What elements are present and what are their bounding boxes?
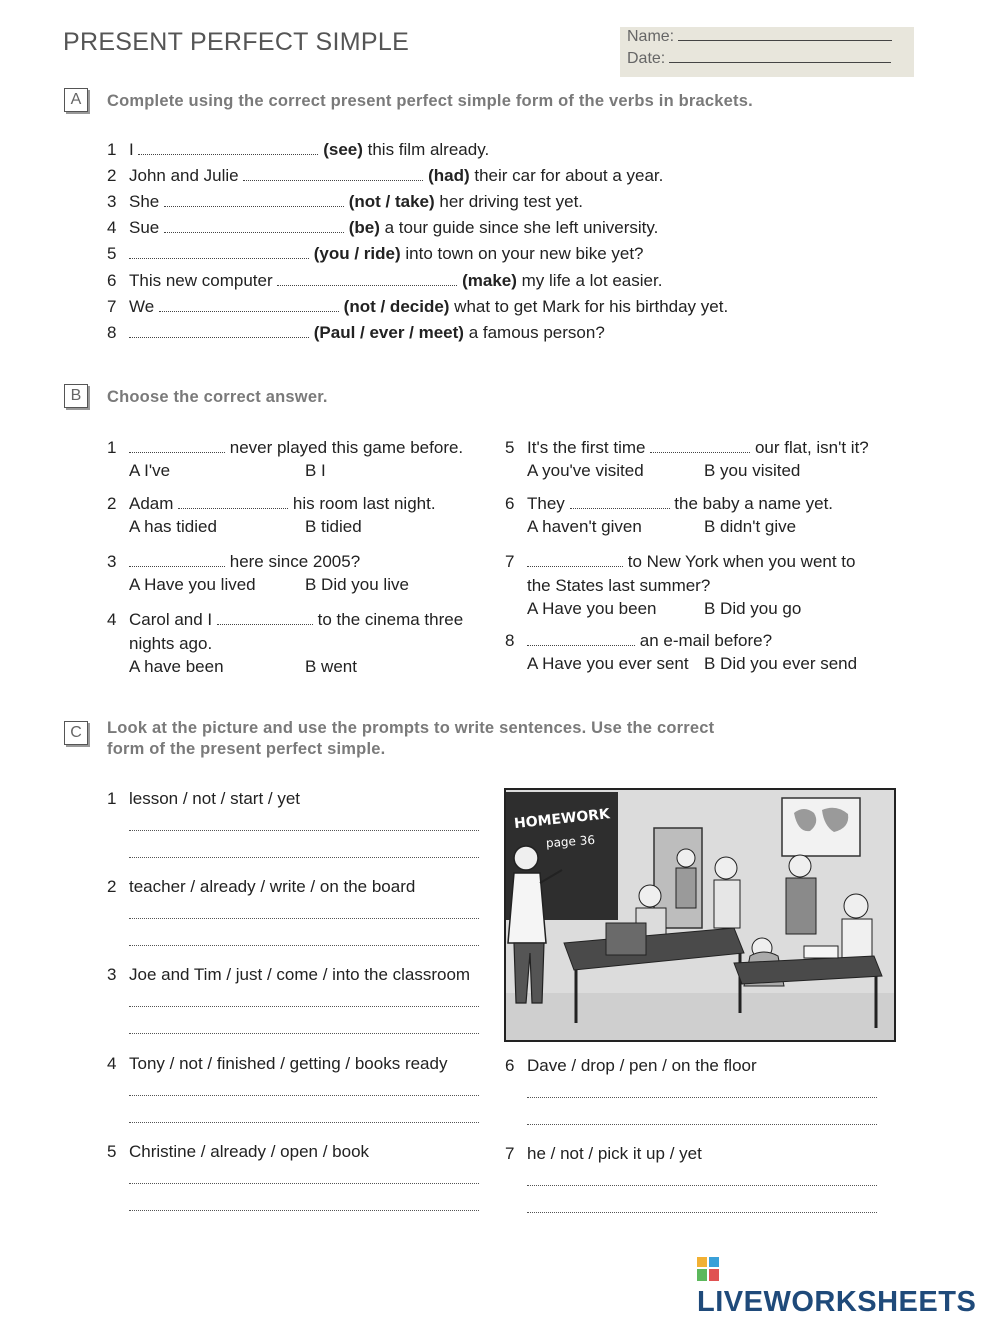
b-item-8: 8 an e-mail before? A Have you ever sent B Did you ever send — [505, 631, 858, 673]
board-text-2: page 36 — [545, 832, 596, 851]
classroom-illustration — [504, 788, 896, 1042]
c-prompt-6: 6 Dave / drop / pen / on the floor — [505, 1054, 877, 1125]
name-label: Name: — [627, 28, 675, 45]
option-a[interactable]: A Have you lived — [129, 575, 256, 594]
a-item-7: 7 We (not / decide) what to get Mark for his birthday yet. — [107, 297, 729, 316]
answer-line[interactable] — [527, 1123, 877, 1125]
world-map — [782, 798, 860, 856]
section-a-instruction: Complete using the correct present perfect simple form of the verbs in brackets. — [107, 92, 753, 110]
answer-blank[interactable] — [159, 297, 339, 312]
answer-blank[interactable] — [138, 140, 318, 155]
c-prompt-1: 1 lesson / not / start / yet — [107, 787, 479, 858]
board-text-1: HOMEWORK — [513, 806, 611, 833]
c-prompt-7: 7 he / not / pick it up / yet — [505, 1142, 877, 1213]
option-a[interactable]: A I've — [129, 461, 171, 480]
answer-blank[interactable] — [570, 494, 670, 509]
answer-line[interactable] — [129, 1005, 479, 1007]
answer-blank[interactable] — [243, 166, 423, 181]
option-a[interactable]: A Have you been — [527, 599, 657, 618]
date-label: Date: — [627, 50, 666, 67]
section-b-letter: B — [64, 384, 88, 408]
answer-blank[interactable] — [178, 494, 288, 509]
answer-blank[interactable] — [527, 631, 635, 646]
a-item-6: 6 This new computer (make) my life a lot easier. — [107, 271, 663, 290]
option-b[interactable]: B tidied — [305, 517, 362, 536]
c-prompt-5: 5 Christine / already / open / book — [107, 1140, 479, 1211]
a-item-5: 5 (you / ride) into town on your new bike yet? — [107, 244, 644, 263]
page-title: PRESENT PERFECT SIMPLE — [63, 28, 410, 56]
b-item-5: 5 It's the first time our flat, isn't it? A you've visited B you visited — [505, 438, 869, 480]
b-item-1: 1 never played this game before. A I've B I — [107, 438, 464, 480]
answer-line[interactable] — [129, 1182, 479, 1184]
option-a[interactable]: A have been — [129, 657, 224, 676]
b-item-2: 2 Adam his room last night. A has tidied B tidied — [107, 494, 436, 536]
b-item-6: 6 They the baby a name yet. A haven't given B didn't give — [505, 494, 834, 536]
answer-blank[interactable] — [527, 552, 623, 567]
answer-line[interactable] — [129, 1032, 479, 1034]
answer-blank[interactable] — [129, 438, 225, 453]
b-item-7: 7 to New York when you went to the States last summer? A Have you been B Did you go — [505, 552, 856, 618]
option-b[interactable]: B Did you live — [305, 575, 409, 594]
a-item-8: 8 (Paul / ever / meet) a famous person? — [107, 323, 605, 342]
answer-line[interactable] — [129, 1121, 479, 1123]
option-b[interactable]: B I — [305, 461, 326, 480]
section-c-letter: C — [64, 721, 88, 745]
answer-blank[interactable] — [129, 552, 225, 567]
option-b[interactable]: B didn't give — [704, 517, 797, 536]
option-a[interactable]: A haven't given — [527, 517, 642, 536]
name-field[interactable] — [627, 28, 892, 46]
answer-line[interactable] — [527, 1096, 877, 1098]
b-item-3: 3 here since 2005? A Have you lived B Did you live — [107, 552, 409, 594]
answer-blank[interactable] — [129, 323, 309, 338]
option-b[interactable]: B Did you ever send — [704, 654, 858, 673]
c-prompt-2: 2 teacher / already / write / on the board — [107, 875, 479, 946]
section-a-letter: A — [64, 88, 88, 112]
a-item-4: 4 Sue (be) a tour guide since she left university. — [107, 218, 659, 237]
logo-mark-icon — [697, 1257, 719, 1281]
section-b-instruction: Choose the correct answer. — [107, 388, 328, 406]
answer-blank[interactable] — [650, 438, 750, 453]
answer-blank[interactable] — [164, 192, 344, 207]
answer-blank[interactable] — [164, 218, 344, 233]
option-b[interactable]: B you visited — [704, 461, 801, 480]
option-a[interactable]: A you've visited — [527, 461, 644, 480]
answer-blank[interactable] — [129, 244, 309, 259]
answer-line[interactable] — [129, 1209, 479, 1211]
a-item-3: 3 She (not / take) her driving test yet. — [107, 192, 584, 211]
option-a[interactable]: A Have you ever sent — [527, 654, 689, 673]
a-item-2: 2 John and Julie (had) their car for about a year. — [107, 166, 664, 185]
option-b[interactable]: B Did you go — [704, 599, 802, 618]
date-field[interactable] — [627, 50, 891, 68]
section-c-instruction: Look at the picture and use the prompts to write sentences. Use the correct form of the present perfect simple. — [107, 719, 715, 758]
a-item-1: 1 I (see) this film already. — [107, 140, 490, 159]
answer-line[interactable] — [129, 1094, 479, 1096]
c-prompt-3: 3 Joe and Tim / just / come / into the classroom — [107, 963, 479, 1034]
answer-blank[interactable] — [277, 271, 457, 286]
answer-line[interactable] — [527, 1184, 877, 1186]
b-item-4: 4 Carol and I to the cinema three nights ago. A have been B went — [107, 610, 464, 676]
c-prompt-4: 4 Tony / not / finished / getting / books ready — [107, 1052, 479, 1123]
answer-line[interactable] — [129, 856, 479, 858]
option-a[interactable]: A has tidied — [129, 517, 217, 536]
option-b[interactable]: B went — [305, 657, 357, 676]
answer-blank[interactable] — [217, 610, 313, 625]
answer-line[interactable] — [129, 917, 479, 919]
liveworksheets-logo: LIVEWORKSHEETS — [697, 1253, 1000, 1319]
answer-line[interactable] — [129, 829, 479, 831]
name-date-box — [620, 27, 914, 77]
answer-line[interactable] — [129, 944, 479, 946]
answer-line[interactable] — [527, 1211, 877, 1213]
